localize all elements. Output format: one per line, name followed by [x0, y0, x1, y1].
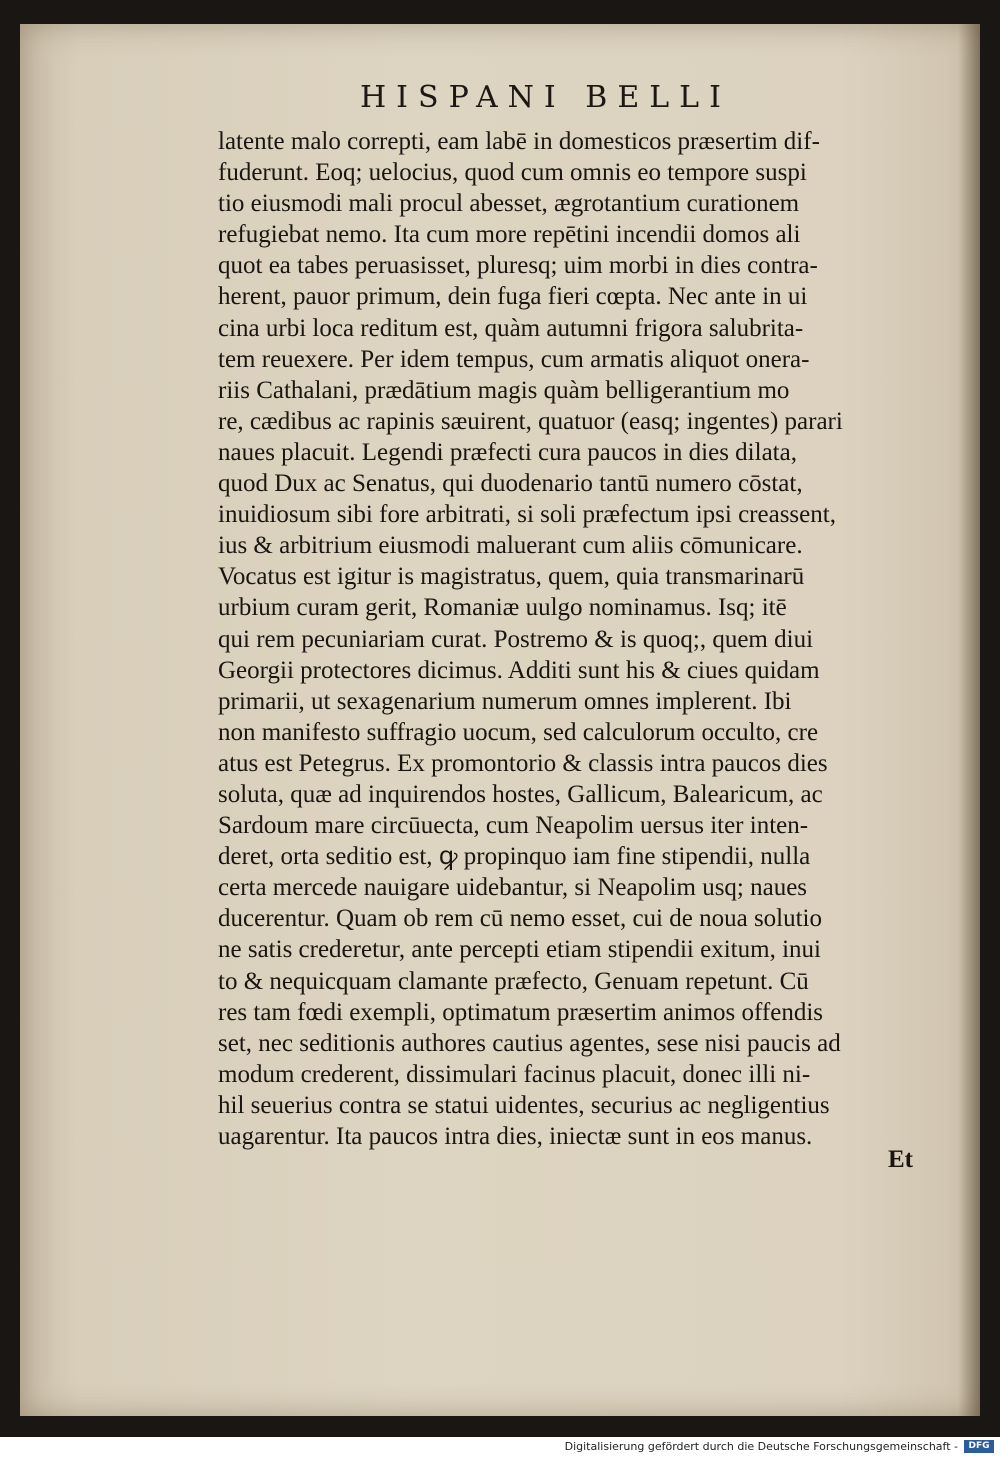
- text-line: Georgii protectores dicimus. Additi sunt his & ciues quidam: [218, 656, 820, 684]
- text-line: re, cædibus ac rapinis sæuirent, quatuor (easq; ingentes) parari: [218, 407, 843, 435]
- text-line: naues placuit. Legendi præfecti cura paucos in dies dilata,: [218, 438, 797, 466]
- text-line: latente malo correpti, eam labē in domesticos præsertim dif-: [218, 128, 820, 155]
- text-line: inuidiosum sibi fore arbitrati, si soli præfectum ipsi creassent,: [218, 501, 836, 529]
- text-line: herent, pauor primum, dein fuga fieri cœpta. Nec ante in ui: [218, 283, 808, 311]
- running-head: HISPANI BELLI: [360, 80, 731, 115]
- footer-credit: Digitalisierung gefördert durch die Deutsche Forschungsgemeinschaft -: [564, 1440, 958, 1453]
- text-line: Vocatus est igitur is magistratus, quem, quia transmarinarū: [218, 563, 805, 591]
- text-line: uagarentur. Ita paucos intra dies, iniectæ sunt in eos manus.: [218, 1123, 813, 1150]
- text-line: hil seuerius contra se statui uidentes, securius ac negligentius: [218, 1091, 830, 1119]
- text-line: soluta, quæ ad inquirendos hostes, Gallicum, Balearicum, ac: [218, 780, 823, 808]
- text-line: cina urbi loca reditum est, quàm autumni frigora salubrita-: [218, 314, 804, 342]
- text-line: atus est Petegrus. Ex promontorio & classis intra paucos dies: [218, 749, 828, 777]
- footer-bar: [0, 1437, 1000, 1457]
- text-line: deret, orta seditio est, ꝙ propinquo iam fine stipendii, nulla: [218, 843, 811, 871]
- text-line: tem reuexere. Per idem tempus, cum armatis aliquot onera-: [218, 345, 810, 373]
- text-line: ius & arbitrium eiusmodi maluerant cum aliis cōmunicare.: [218, 532, 803, 560]
- text-line: refugiebat nemo. Ita cum more repētini incendii domos ali: [218, 221, 801, 249]
- text-line: set, nec seditionis authores cautius agentes, sese nisi paucis ad: [218, 1029, 841, 1057]
- text-line: tio eiusmodi mali procul abesset, ægrotantium curationem: [218, 190, 800, 218]
- text-line: non manifesto suffragio uocum, sed calculorum occulto, cre: [218, 718, 819, 746]
- text-line: ne satis crederetur, ante percepti etiam stipendii exitum, inui: [218, 936, 821, 964]
- text-line: ducerentur. Quam ob rem cū nemo esset, cui de noua solutio: [218, 905, 823, 933]
- body-text: [218, 126, 938, 1152]
- text-line: primarii, ut sexagenarium numerum omnes implerent. Ibi: [218, 687, 792, 715]
- dfg-logo-icon: DFG: [964, 1440, 994, 1453]
- text-line: fuderunt. Eoq; uelocius, quod cum omnis eo tempore suspi: [218, 159, 807, 187]
- text-line: quod Dux ac Senatus, qui duodenario tantū numero cōstat,: [218, 470, 803, 498]
- text-line: certa mercede nauigare uidebantur, si Neapolim usq; naues: [218, 874, 808, 902]
- text-line: urbium curam gerit, Romaniæ uulgo nominamus. Isq; itē: [218, 594, 787, 622]
- text-line: riis Cathalani, prædātium magis quàm belligerantium mo: [218, 376, 790, 404]
- text-line: to & nequicquam clamante præfecto, Genuam repetunt. Cū: [218, 967, 809, 995]
- catchword: Et: [888, 1146, 913, 1173]
- text-line: Sardoum mare circūuecta, cum Neapolim uersus iter inten-: [218, 812, 809, 840]
- text-line: res tam fœdi exempli, optimatum præsertim animos offendis: [218, 998, 823, 1026]
- text-line: modum crederent, dissimulari facinus placuit, donec illi ni-: [218, 1060, 811, 1088]
- text-line: quot ea tabes peruasisset, pluresq; uim morbi in dies contra-: [218, 252, 818, 280]
- text-line: qui rem pecuniariam curat. Postremo & is quoq;, quem diui: [218, 625, 814, 653]
- page-edge-shadow: [958, 24, 980, 1416]
